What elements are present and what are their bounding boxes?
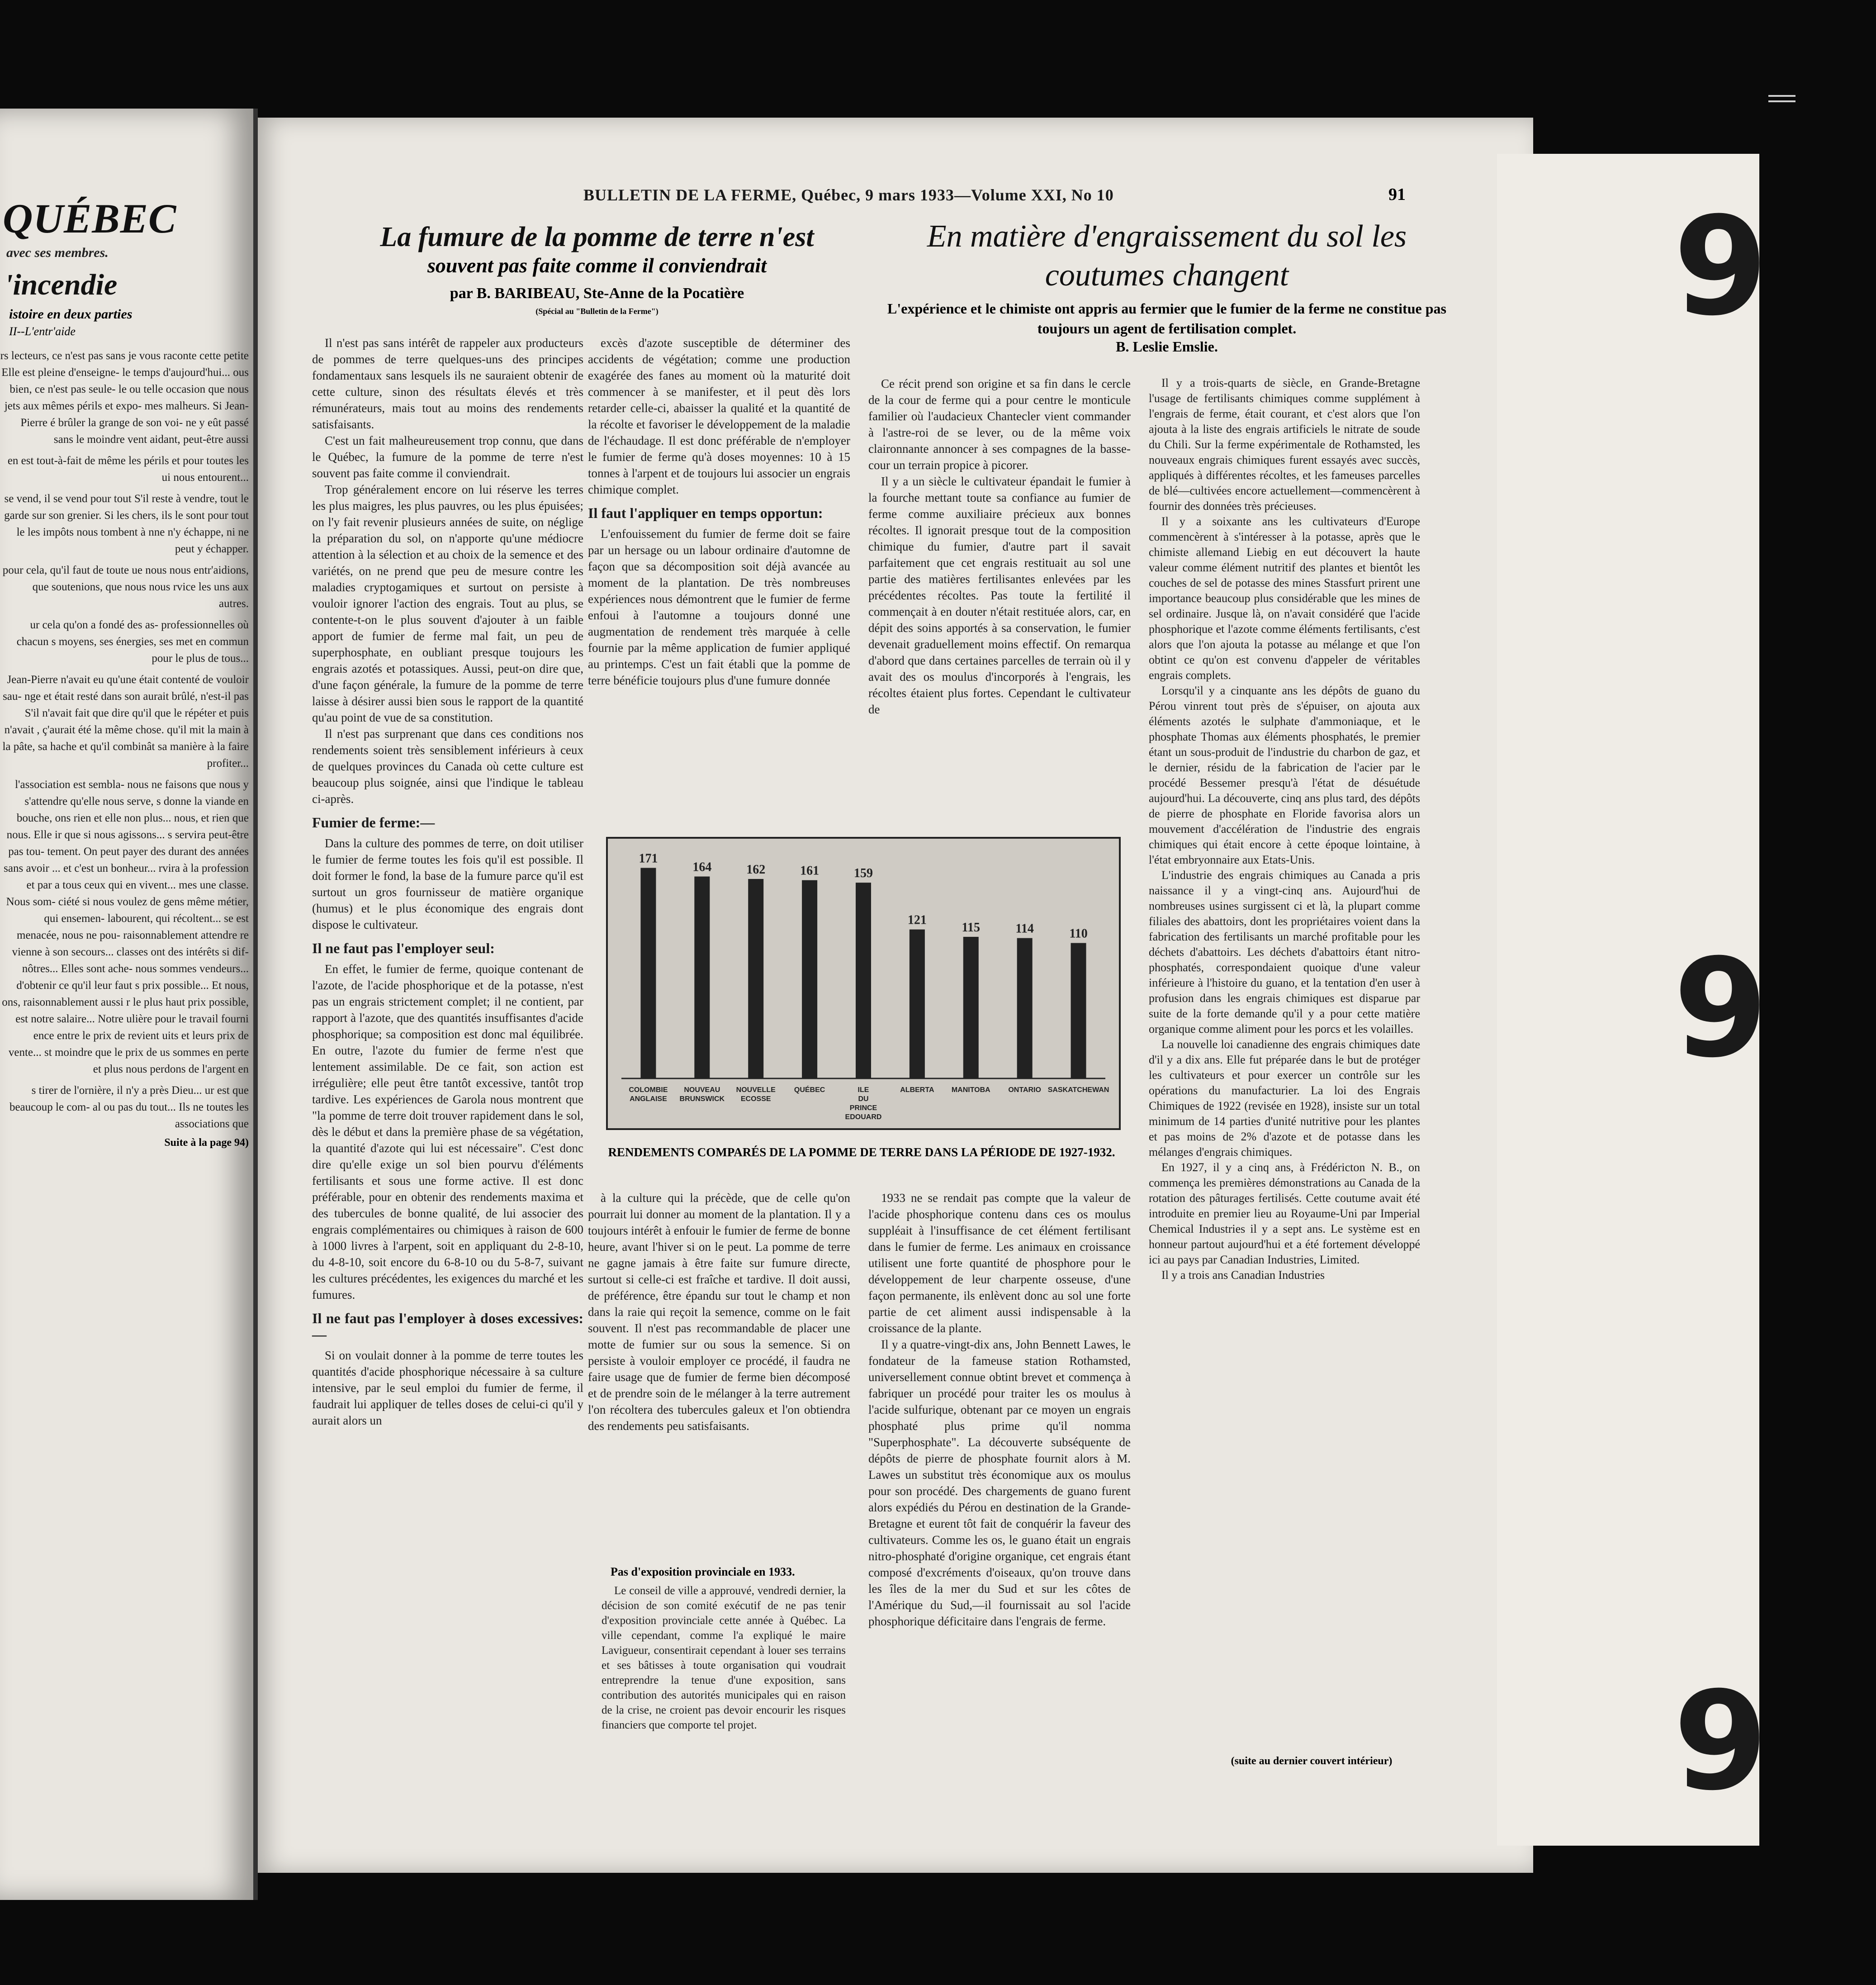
yield-chart	[606, 837, 1121, 1130]
target-digit: 9	[1673, 1662, 1768, 1820]
figure-caption: RENDEMENTS COMPARÉS DE LA POMME DE TERRE DANS LA PÉRIODE DE 1927-1932.	[608, 1145, 1115, 1159]
page-number: 91	[1388, 185, 1406, 204]
chart-category-label: QUÉBEC	[794, 1086, 825, 1094]
paragraph: Il n'est pas surprenant que dans ces conditions nos rendements soient très sensiblement inférieurs à ceux de quelques provinces du Canada où cette culture est beaucoup plus soignée, ainsi que l'indique le tableau ci-après.	[312, 727, 583, 806]
story-text	[0, 347, 253, 1132]
paragraph: rs lecteurs, ce n'est pas sans je vous raconte cette petite Elle est pleine d'enseigne- le temps d'aujourd'hui... ous bien, ce n'est pas seule- le ou telle occasion que nous jets aux mêmes périls et expo- mes malheurs. Si Jean-Pierre é brûler la grange de son voi- ne y eût passé sans le moindre vent aidant, peut-être aussi	[0, 350, 249, 446]
article2-column-1-cont	[868, 1190, 1131, 1629]
paragraph: Lorsqu'il y a cinquante ans les dépôts de guano du Pérou vinrent tout près de s'épuiser, on ajouta aux éléments azotés le sulphate d'ammoniaque, et le phosphate Thomas aux éléments phosphatés, le premier étant un sous-produit de l'industrie du charbon de gaz, et le dernier, résidu de la fabrication de l'acier par le procédé Bessemer presqu'à l'état de désuétude aujourd'hui. La découverte, cinq ans plus tard, des dépôts de pierre de phosphate en Floride favorisa alors un mouvement d'accélération de l'industrie des engrais chimiques qui était encore à cette époque lointaine, à l'état embryonnaire aux Etats-Unis.	[1149, 684, 1420, 866]
section-heading: Il ne faut pas l'employer à doses excessives:—	[312, 1310, 583, 1343]
article2-column-2	[1149, 375, 1420, 1283]
running-head: BULLETIN DE LA FERME, Québec, 9 mars 1933—Volume XXI, No 10	[583, 186, 1114, 204]
paragraph: Jean-Pierre n'avait eu qu'une était contenté de vouloir sau- nge et était resté dans son aurait brûlé, n'est-il pas S'il n'avait fait que dire qu'il que le répéter et puis n'avait , ç'aurait été la même chose. qu'il mit la main à la pâte, sa hache et qu'il combinât sa manière à la faire profiter...	[2, 674, 249, 769]
chart-category-label: ALBERTA	[900, 1086, 934, 1094]
paragraph: Il y a trois ans Canadian Industries	[1161, 1268, 1325, 1282]
article1-column-2-cont	[588, 1190, 850, 1434]
chart-bar	[963, 937, 979, 1078]
article1-column-2	[588, 335, 850, 689]
article2-title: En matière d'engraissement du sol les coutumes changent	[927, 219, 1407, 293]
paragraph: Le conseil de ville a approuvé, vendredi dernier, la décision de son comité exécutif de ne pas tenir d'exposition provinciale cette année à Québec. La ville cependant, comme l'a expliqué le maire Lavigueur, consentirait cependant à louer ses terrains et ses bâtisses à toute organisation qui voudrait entreprendre la tenue d'une exposition, sans contribution des autorités municipales qui en raison de la crise, ne croient pas devoir encourir les risques financiers que comporte tel projet.	[602, 1585, 846, 1731]
chart-bar	[694, 877, 710, 1078]
target-digit: 9	[1673, 930, 1768, 1087]
masthead: QUÉBEC	[3, 195, 177, 242]
chart-category-label: MANITOBA	[951, 1086, 990, 1094]
paragraph: Dans la culture des pommes de terre, on doit utiliser le fumier de ferme toutes les fois qu'il est possible. Il doit former le fond, la base de la fumure parce qu'il est surtout un gros fournisseur de matière organique (humus) et le plus économique des engrais dont dispose le cultivateur.	[312, 836, 583, 931]
divider	[1768, 95, 1795, 97]
chart-category-label: COLOMBIE ANGLAISE	[629, 1086, 668, 1103]
article2-author: B. Leslie Emslie.	[1116, 338, 1218, 355]
paragraph: Il y a un siècle le cultivateur épandait le fumier à la fourche mettant toute sa confiance au fumier de ferme comme auxiliaire précieux aux bonnes récoltes. Il ignorait presque tout de la composition chimique du fumier, d'autre part il savait parfaitement que cet engrais restituait au sol une partie des matières fertilisantes enlevées par les précédentes récoltes. Pas toute la fertilité il commençait à en douter n'était restituée alors, car, en dépit des soins apportés à sa conservation, le fumier devenait graduellement moins effectif. On remarqua d'abord que dans certaines parcelles de terrain où il y avait des os moulus d'incorporés à l'engrais, les récoltes étaient plus fortes. Cependant le cultivateur de	[868, 475, 1131, 716]
paragraph: s tirer de l'ornière, il n'y a près Dieu... ur est que beaucoup le com- al ou pas du tout... Ils ne toutes les associations que	[9, 1084, 249, 1130]
chart-data-label: 159	[854, 866, 873, 881]
paragraph: L'enfouissement du fumier de ferme doit se faire par un hersage ou un labour ordinaire d'automne de façon que sa décomposition soit déjà avancée au moment de la plantation. De très nombreuses expériences nous démontrent que le fumier de ferme enfoui à l'automne a toujours donné une augmentation de rendement très marquée à celle fournie par la même application de fumier appliqué au printemps. C'est un fait établi que la pomme de terre bénéficie toujours plus d'une fumure donnée	[588, 527, 850, 687]
article2-lead: L'expérience et le chimiste ont appris au fermier que le fumier de la ferme ne constitue pas toujours un agent de fertilisation complet.	[887, 300, 1446, 337]
divider	[1768, 100, 1795, 102]
chart-data-label: 115	[962, 920, 981, 935]
article1-column-1	[312, 335, 583, 1429]
masthead-subtitle: avec ses membres.	[6, 245, 109, 260]
article1-subtitle: souvent pas faite comme il conviendrait	[427, 254, 767, 277]
article2-continued-note: (suite au dernier couvert intérieur)	[1231, 1755, 1393, 1767]
story-subtitle: istoire en deux parties	[9, 307, 133, 322]
paragraph: La nouvelle loi canadienne des engrais chimiques date d'il y a dix ans. Elle fut préparée dans le but de protéger les cultivateurs et pour exercer un contrôle sur les opérations du manufacturier. La loi des Engrais Chimiques de 1922 (revisée en 1928), insiste sur un total minimum de 14 parties d'unité nutritive pour les plantes et pas moins de 2% d'azote et de potasse dans les mélanges d'engrais chimiques.	[1149, 1038, 1420, 1159]
section-heading: Fumier de ferme:—	[312, 814, 435, 831]
chart-data-label: 171	[639, 851, 658, 866]
article2-column-1	[868, 375, 1131, 717]
paragraph: Ce récit prend son origine et sa fin dans le cercle de la cour de ferme qui a pour centre le monticule familier où l'audacieux Chantecler vient commander à l'astre-roi de se lever, ou de la même voix claironnante annoncer à ses compagnes de la basse-cour un terrain propice à picorer.	[868, 377, 1131, 472]
chart-category-label: NOUVELLE ECOSSE	[736, 1086, 776, 1103]
chart-bar	[1017, 938, 1033, 1078]
story-part: II--L'entr'aide	[9, 325, 76, 338]
paragraph: ur cela qu'on a fondé des as- professionnelles où chacun s moyens, ses énergies, ses met en commun pour le plus de tous...	[16, 619, 249, 665]
chart-bar	[1071, 943, 1086, 1078]
article1-special-note: (Spécial au "Bulletin de la Ferme")	[535, 307, 658, 316]
chart-category-label: ONTARIO	[1008, 1086, 1041, 1094]
chart-data-label: 162	[746, 863, 766, 877]
paragraph: se vend, il se vend pour tout S'il reste à vendre, tout le garde sur son grenier. Si les chers, ils le sont pour tout le les impôts nous tombent à nne n'y échappe, ni ne peut y échapper.	[4, 493, 249, 555]
paragraph: Si on voulait donner à la pomme de terre toutes les quantités d'acide phosphorique nécessaire à sa culture intensive, par le seul emploi du fumier de ferme, il faudrait lui appliquer de telles doses de celui-ci qu'il y aurait alors un	[312, 1349, 583, 1427]
paragraph: excès d'azote susceptible de déterminer des accidents de végétation; comme une production exagérée des fanes au moment où la maturité doit commencer à se manifester, et il peut dès lors retarder celle-ci, abaisser la qualité et la quantité de la récolte et favoriser le développement de la maladie de l'échaudage. Il est donc préférable de n'employer le fumier de ferme qu'à doses moyennes: 10 à 15 tonnes à l'arpent et de toujours lui associer un engrais chimique complet.	[588, 336, 850, 496]
main-page	[258, 118, 1533, 1873]
paragraph: en est tout-à-fait de même les périls et pour toutes les ui nous entourent...	[7, 455, 249, 484]
chart-data-label: 161	[800, 864, 820, 878]
paragraph: C'est un fait malheureusement trop connu, que dans le Québec, la fumure de la pomme de terre n'est souvent pas faite comme il conviendrait.	[312, 434, 583, 480]
section-heading: Il faut l'appliquer en temps opportun:	[588, 505, 823, 521]
paragraph: En 1927, il y a cinq ans, à Frédéricton N. B., on commença les premières démonstrations au Canada de la rotation des pâturages fertilisés. Cette coutume avait été introduite en premier lieu au Royaume-Uni par Imperial Chemical Industries il y a sept ans. Le système est en honneur partout aujourd'hui et a été fortement développé ici au pays par Canadian Industries, Limited.	[1149, 1161, 1420, 1266]
chart-bar	[640, 868, 656, 1079]
expo-title: Pas d'exposition provinciale en 1933.	[611, 1565, 795, 1578]
paragraph: Trop généralement encore on lui réserve les terres les plus maigres, les plus pauvres, ou les plus épuisées; on l'y fait revenir plusieurs années de suite, on néglige la préparation du sol, on n'apporte qu'une médiocre attention à la sélection et au choix de la semence et des variétés, on ne prend que peu de mesure contre les maladies cryptogamiques et surtout on persiste à vouloir ignorer l'action des engrais. Tout au plus, se contente-t-on le plus souvent d'ajouter à un faible apport de fumier de ferme mal fait, un peu de superphosphate, en oubliant presque toujours les engrais azotés et potassiques. Aussi, peut-on dire que, d'une façon générale, la fumure de la pomme de terre laisse à désirer aussi bien sous le rapport de la quantité qu'au point de vue de sa constitution.	[312, 483, 583, 724]
paragraph: En effet, le fumier de ferme, quoique contenant de l'azote, de l'acide phosphorique et de la potasse, n'est pas un engrais strictement complet; il ne contient, par rapport à l'azote, que des quantités insuffisantes d'acide phosphorique; sa composition est donc mal équilibrée. En outre, l'azote du fumier de ferme n'est que lentement assimilable. De ce fait, son action est irrégulière; elle peut être tantôt excessive, tantôt trop tardive. Les expériences de Garola nous montrent que "la pomme de terre doit trouver rapidement dans le sol, dès le début et dans la première phase de sa végétation, la quantité d'azote qui lui est nécessaire". C'est donc dire qu'elle exige un sol bien pourvu d'éléments fertilisants et sous une forme active. Il est donc préférable, pour en obtenir des rendements maxima et des tubercules de bonne qualité, de lui associer des engrais complémentaires ou chimiques à raison de 600 à 1000 livres à l'arpent, soit en appliquant du 2-8-10, du 4-8-10, soit encore du 6-8-10 ou du 5-8-7, suivant les cultures précédentes, les exigences du marché et les fumures.	[312, 962, 583, 1301]
section-heading: Il ne faut pas l'employer seul:	[312, 940, 495, 956]
chart-data-label: 164	[692, 860, 712, 874]
chart-data-label: 114	[1015, 921, 1034, 936]
chart-bar	[910, 930, 925, 1078]
expo-text-block	[602, 1583, 846, 1733]
chart-category-label: NOUVEAU BRUNSWICK	[679, 1086, 725, 1103]
chart-bar	[856, 883, 871, 1078]
bar-chart	[608, 839, 1119, 1128]
paragraph: Il n'est pas sans intérêt de rappeler aux producteurs de pommes de terre quelques-uns des principes fondamentaux sans lesquels ils ne sauraient obtenir de cette culture, sinon des résultats élevés et très rémunérateurs, mais tout au moins des rendements satisfaisants.	[312, 336, 583, 431]
paragraph: à la culture qui la précède, que de celle qu'on pourrait lui donner au moment de la plantation. Il y a toujours intérêt à enfouir le fumier de ferme de bonne heure, avant l'hiver si on le peut. La pomme de terre ne gagne jamais à être faite sur fumure directe, surtout si celle-ci est fraîche et tardive. Il doit aussi, de préférence, être épandu sur tout le champ et non dans la raie qui reçoit la semence, comme on le fait souvent. Il n'est pas recommandable de placer une motte de fumier sur ou sous la semence. Si on persiste à vouloir employer ce procédé, il faudra ne faire usage que de fumier de ferme bien décomposé et de prendre soin de le mélanger à la terre autrement l'on récoltera des tubercules galeux et l'on obtiendra des rendements peu satisfaisants.	[588, 1191, 850, 1433]
story-title: 'incendie	[5, 268, 118, 301]
chart-category-label: SASKATCHEWAN	[1047, 1086, 1109, 1094]
chart-data-label: 110	[1069, 926, 1088, 941]
paragraph: l'association est sembla- nous ne faisons que nous y s'attendre qu'elle nous serve, s donne la viande en bouche, ons rien et elle non plus... nous, et rien que nous. Elle ir que si nous agissons... s servira peut-être pas tou- tement. On peut payer des durant des années sans avoir ... et c'est un bonheur... rvira à la profession et par a tous ceux qui en vivent... mes une classe. Nous som- ciété si nous voulez de gens même métier, qui ensemen- labourent, qui récoltent... se est menacée, nous ne pou- raisonnablement attendre re vienne à son secours... classes ont des intérêts si dif- nôtres... Elles sont ache- nous sommes vendeurs... d'obtenir ce qu'il leur faut s prix possible... Et nous, ons, raisonnablement aussi r le plus haut prix possible, est notre salaire... Notre ulière pour le travail fourni ence entre le prix de revient uits et leurs prix de vente... st moindre que le prix de us sommes en perte et plus nous perdons de l'argent en	[2, 779, 249, 1075]
paragraph: Il y a quatre-vingt-dix ans, John Bennett Lawes, le fondateur de la fameuse station Rothamsted, universellement connue obtint brevet et commença à fabriquer un procédé pour traiter les os moulus à l'acide sulfurique, obtenant par ce moyen un engrais phosphaté plus prime qu'il nomma "Superphosphate". La découverte subséquente de dépôts de pierre de phosphate fournit alors à M. Lawes un substitut très économique aux os moulus pour son procédé. Des chargements de guano furent alors expédiés du Pérou en destination de la Grande-Bretagne et eurent tôt fait de conquérir la faveur des cultivateurs. Comme les os, le guano était un engrais nitro-phosphaté d'origine organique, cet engrais étant composé d'excréments d'oiseaux, qu'on trouve dans les îles de la mer du Sud et sur les côtes de l'Amérique du Sud,—il fournissait au sol l'acide phosphorique déficitaire dans l'engrais de ferme.	[868, 1338, 1131, 1628]
chart-bar	[802, 880, 817, 1078]
article1-title: La fumure de la pomme de terre n'est	[380, 222, 814, 252]
previous-page	[0, 109, 258, 1900]
paragraph: 1933 ne se rendait pas compte que la valeur de l'acide phosphorique contenu dans ces os moulus suppléait à l'insuffisance de cet élément fertilisant dans le fumier de ferme. Les animaux en croissance utilisent une forte quantité de phosphore pour le développement de leur charpente osseuse, d'une façon permanente, ils enlèvent donc au sol une forte partie de cet aliment aussi indispensable à la croissance de la plante.	[868, 1191, 1131, 1335]
article1-byline: par B. BARIBEAU, Ste-Anne de la Pocatière	[450, 285, 744, 302]
chart-data-label: 121	[907, 913, 927, 927]
paragraph: pour cela, qu'il faut de toute ue nous nous entr'aidions, que soutenions, que nous nous rvice les uns aux autres.	[2, 564, 249, 610]
continued-note: Suite à la page 94)	[164, 1137, 249, 1149]
chart-category-label: ILE DU PRINCE EDOUARD	[845, 1086, 882, 1121]
paragraph: Il y a trois-quarts de siècle, en Grande-Bretagne l'usage de fertilisants chimiques comme supplément à l'engrais de ferme, était courant, et c'est alors que l'on ajouta à la liste des engrais artificiels le nitrate de soude du Chili. Sur la ferme expérimentale de Rothamsted, les nouveaux engrais chimiques furent essayés avec succès, appliqués à différentes récoltes, et les fameuses parcelles de blé—cultivées encore actuellement—commencèrent à fournir des données très précieuses.	[1149, 376, 1420, 513]
paragraph: L'industrie des engrais chimiques au Canada a pris naissance il y a vingt-cinq ans. Aujourd'hui de nombreuses usines surgissent ci et là, la plupart comme filiales des abattoirs, dont les propriétaires voient dans la fabrication des fertilisants un marché profitable pour les déchets d'abattoirs. Les déchets d'abattoirs étant nitro-phosphatés, correspondaient quoique d'une valeur inférieure à l'histoire du guano, et la tentation d'en user à profusion dans les engrais chimiques est disparue par suite de la forte demande qu'il y a pour cette matière organique comme aliment pour les porcs et les volailles.	[1149, 869, 1420, 1035]
paragraph: Il y a soixante ans les cultivateurs d'Europe commencèrent à s'intéresser à la potasse, après que le chimiste allemand Liebig en eut découvert la haute valeur comme élément nutritif des plantes et bientôt les couches de sel de potasse des mines Stassfurt prirent une importance beaucoup plus considérable que les mines de sel ordinaire. Jusque là, on n'avait considéré que l'acide phosphorique et l'azote comme éléments fertilisants, c'est alors que l'on ajouta la potasse au mélange et que l'on obtint ce qu'on est convenu d'appeler de véritables engrais complets.	[1149, 515, 1420, 682]
target-digit: 9	[1673, 188, 1768, 346]
chart-bar	[748, 879, 763, 1078]
